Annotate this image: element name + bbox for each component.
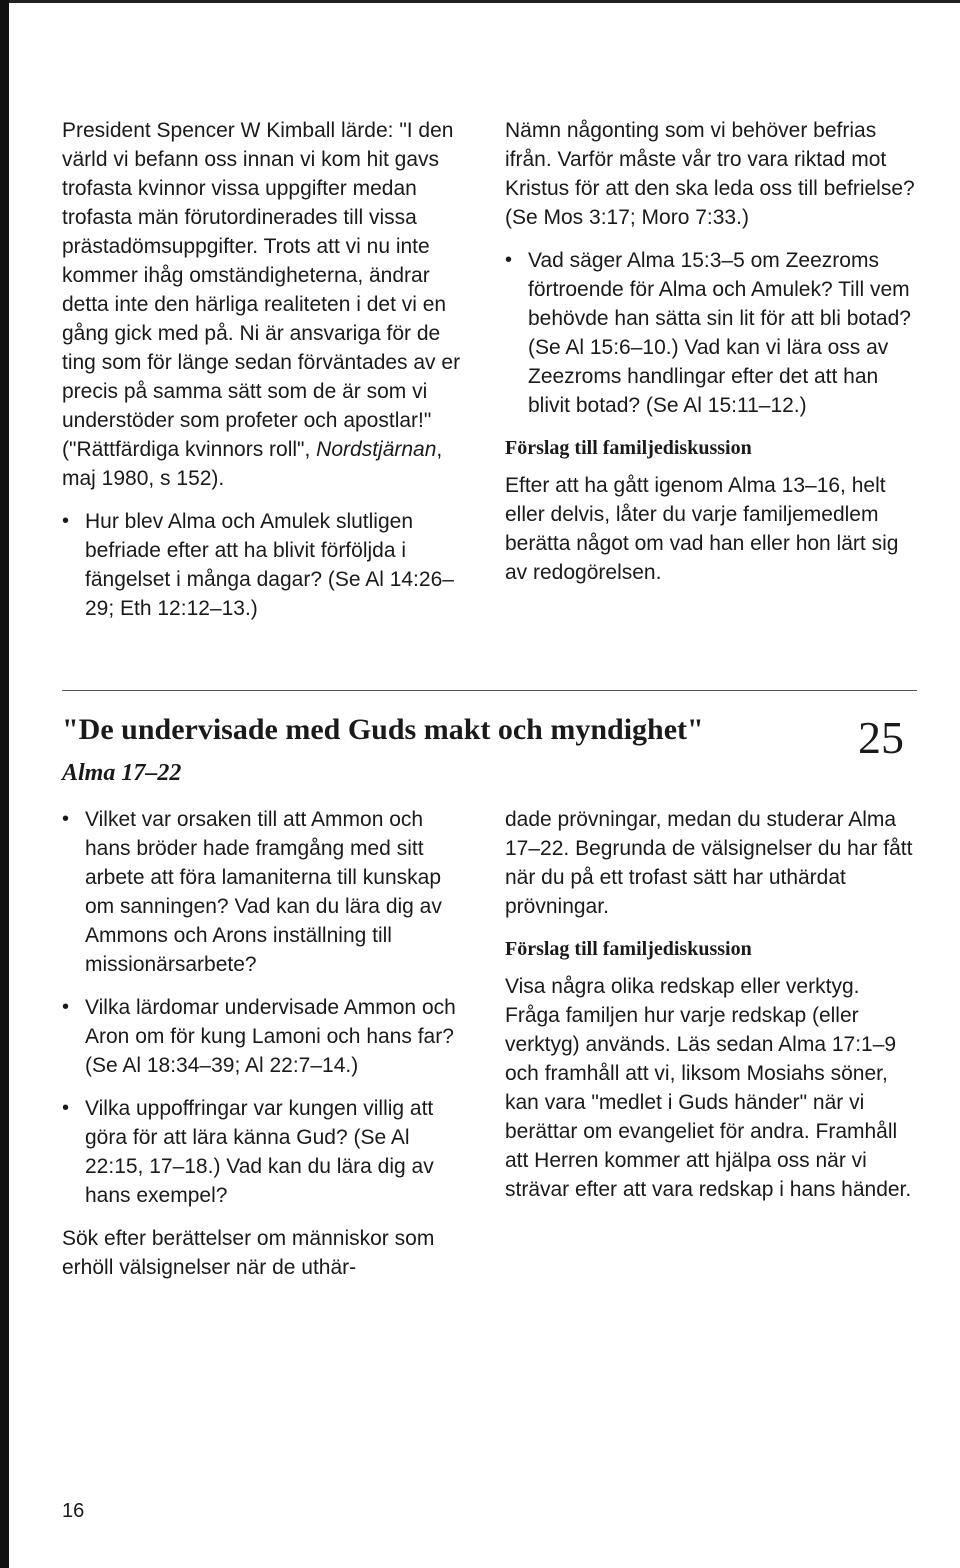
list-item: • Vad säger Alma 15:3–5 om Zeezroms förtroende för Alma och Amulek? Till vem behövde han sätta sin lit för att bli botad? (Se Al 15:6–10.) Vad kan vi lära oss av Zeezroms handlingar efter det att han blivit botad? (Se Al 15:11–12.) (505, 246, 915, 420)
lesson-left-bullets (62, 805, 472, 1210)
page-edge-bar (0, 0, 9, 1568)
kimball-quote: President Spencer W Kimball lärde: "I den värld vi befann oss innan vi kom hit gavs trofasta kvinnor vissa uppgifter medan trofasta män förutordinerades till vissa prästadömsuppgifter. Trots att vi nu inte kommer ihåg omständigheterna, ändrar detta inte den härliga realiteten i det vi en gång gick med på. Ni är ansvariga för de ting som för länge sedan förväntades av er precis på samma sätt som de är som vi understöder som profeter och apostlar!" ("Rättfärdiga kvinnors roll", Nordstjärnan, maj 1980, s 152). (62, 119, 461, 490)
top-rule (9, 0, 960, 3)
section-divider (62, 690, 917, 691)
magazine-title: Nordstjärnan (316, 438, 437, 461)
top-left-bullets (62, 507, 472, 623)
closing-paragraph: Sök efter berättelser om människor som erhöll välsignelser när de uthär- (62, 1227, 435, 1279)
lesson-title: "De undervisade med Guds makt och myndighet" (62, 713, 704, 746)
family-discussion-heading: Förslag till familjediskussion (505, 938, 752, 960)
lesson-number: 25 (858, 712, 904, 763)
lesson-right-column (505, 805, 915, 1218)
scripture-reference: Alma 17–22 (62, 760, 182, 786)
top-right-bullets (505, 246, 915, 420)
list-item: • Hur blev Alma och Amulek slutligen befriade efter att ha blivit förföljda i fängelset i många dagar? (Se Al 14:26–29; Eth 12:12–13.) (62, 507, 472, 623)
continuation-paragraph: dade prövningar, medan du studerar Alma 17–22. Begrunda de välsignelser du har fått när du på ett trofast sätt har uthärdat prövningar. (505, 808, 913, 918)
list-item: • Vilket var orsaken till att Ammon och hans bröder hade framgång med sitt arbete att föra lamaniterna till kunskap om sanningen? Vad kan du lära dig av Ammons och Arons inställning till missionärsarbete? (62, 805, 472, 979)
family-discussion-text: Efter att ha gått igenom Alma 13–16, helt eller delvis, låter du varje familjemedlem berätta något om vad han eller hon lärt sig av redogörelsen. (505, 474, 899, 584)
family-discussion-text: Visa några olika redskap eller verktyg. Fråga familjen hur varje redskap (eller verktyg) används. Läs sedan Alma 17:1–9 och framhåll att vi, liksom Mosiahs söner, kan vara "medlet i Guds händer" när vi berättar om evangeliet för andra. Framhåll att Herren kommer att hjälpa oss när vi strävar efter att vara redskap i hans händer. (505, 975, 912, 1201)
list-item: • Vilka lärdomar undervisade Ammon och Aron om för kung Lamoni och hans far? (Se Al 18:34–39; Al 22:7–14.) (62, 993, 472, 1080)
page-number: 16 (62, 1500, 85, 1522)
family-discussion-heading: Förslag till familjediskussion (505, 437, 752, 459)
lesson-left-column (62, 805, 472, 1296)
top-left-column (62, 116, 472, 637)
intro-paragraph: Nämn någonting som vi behöver befrias ifrån. Varför måste vår tro vara riktad mot Kristus för att den ska leda oss till befrielse? (Se Mos 3:17; Moro 7:33.) (505, 119, 915, 229)
list-item: • Vilka uppoffringar var kungen villig att göra för att lära känna Gud? (Se Al 22:15, 17–18.) Vad kan du lära dig av hans exempel? (62, 1094, 472, 1210)
top-right-column (505, 116, 915, 601)
